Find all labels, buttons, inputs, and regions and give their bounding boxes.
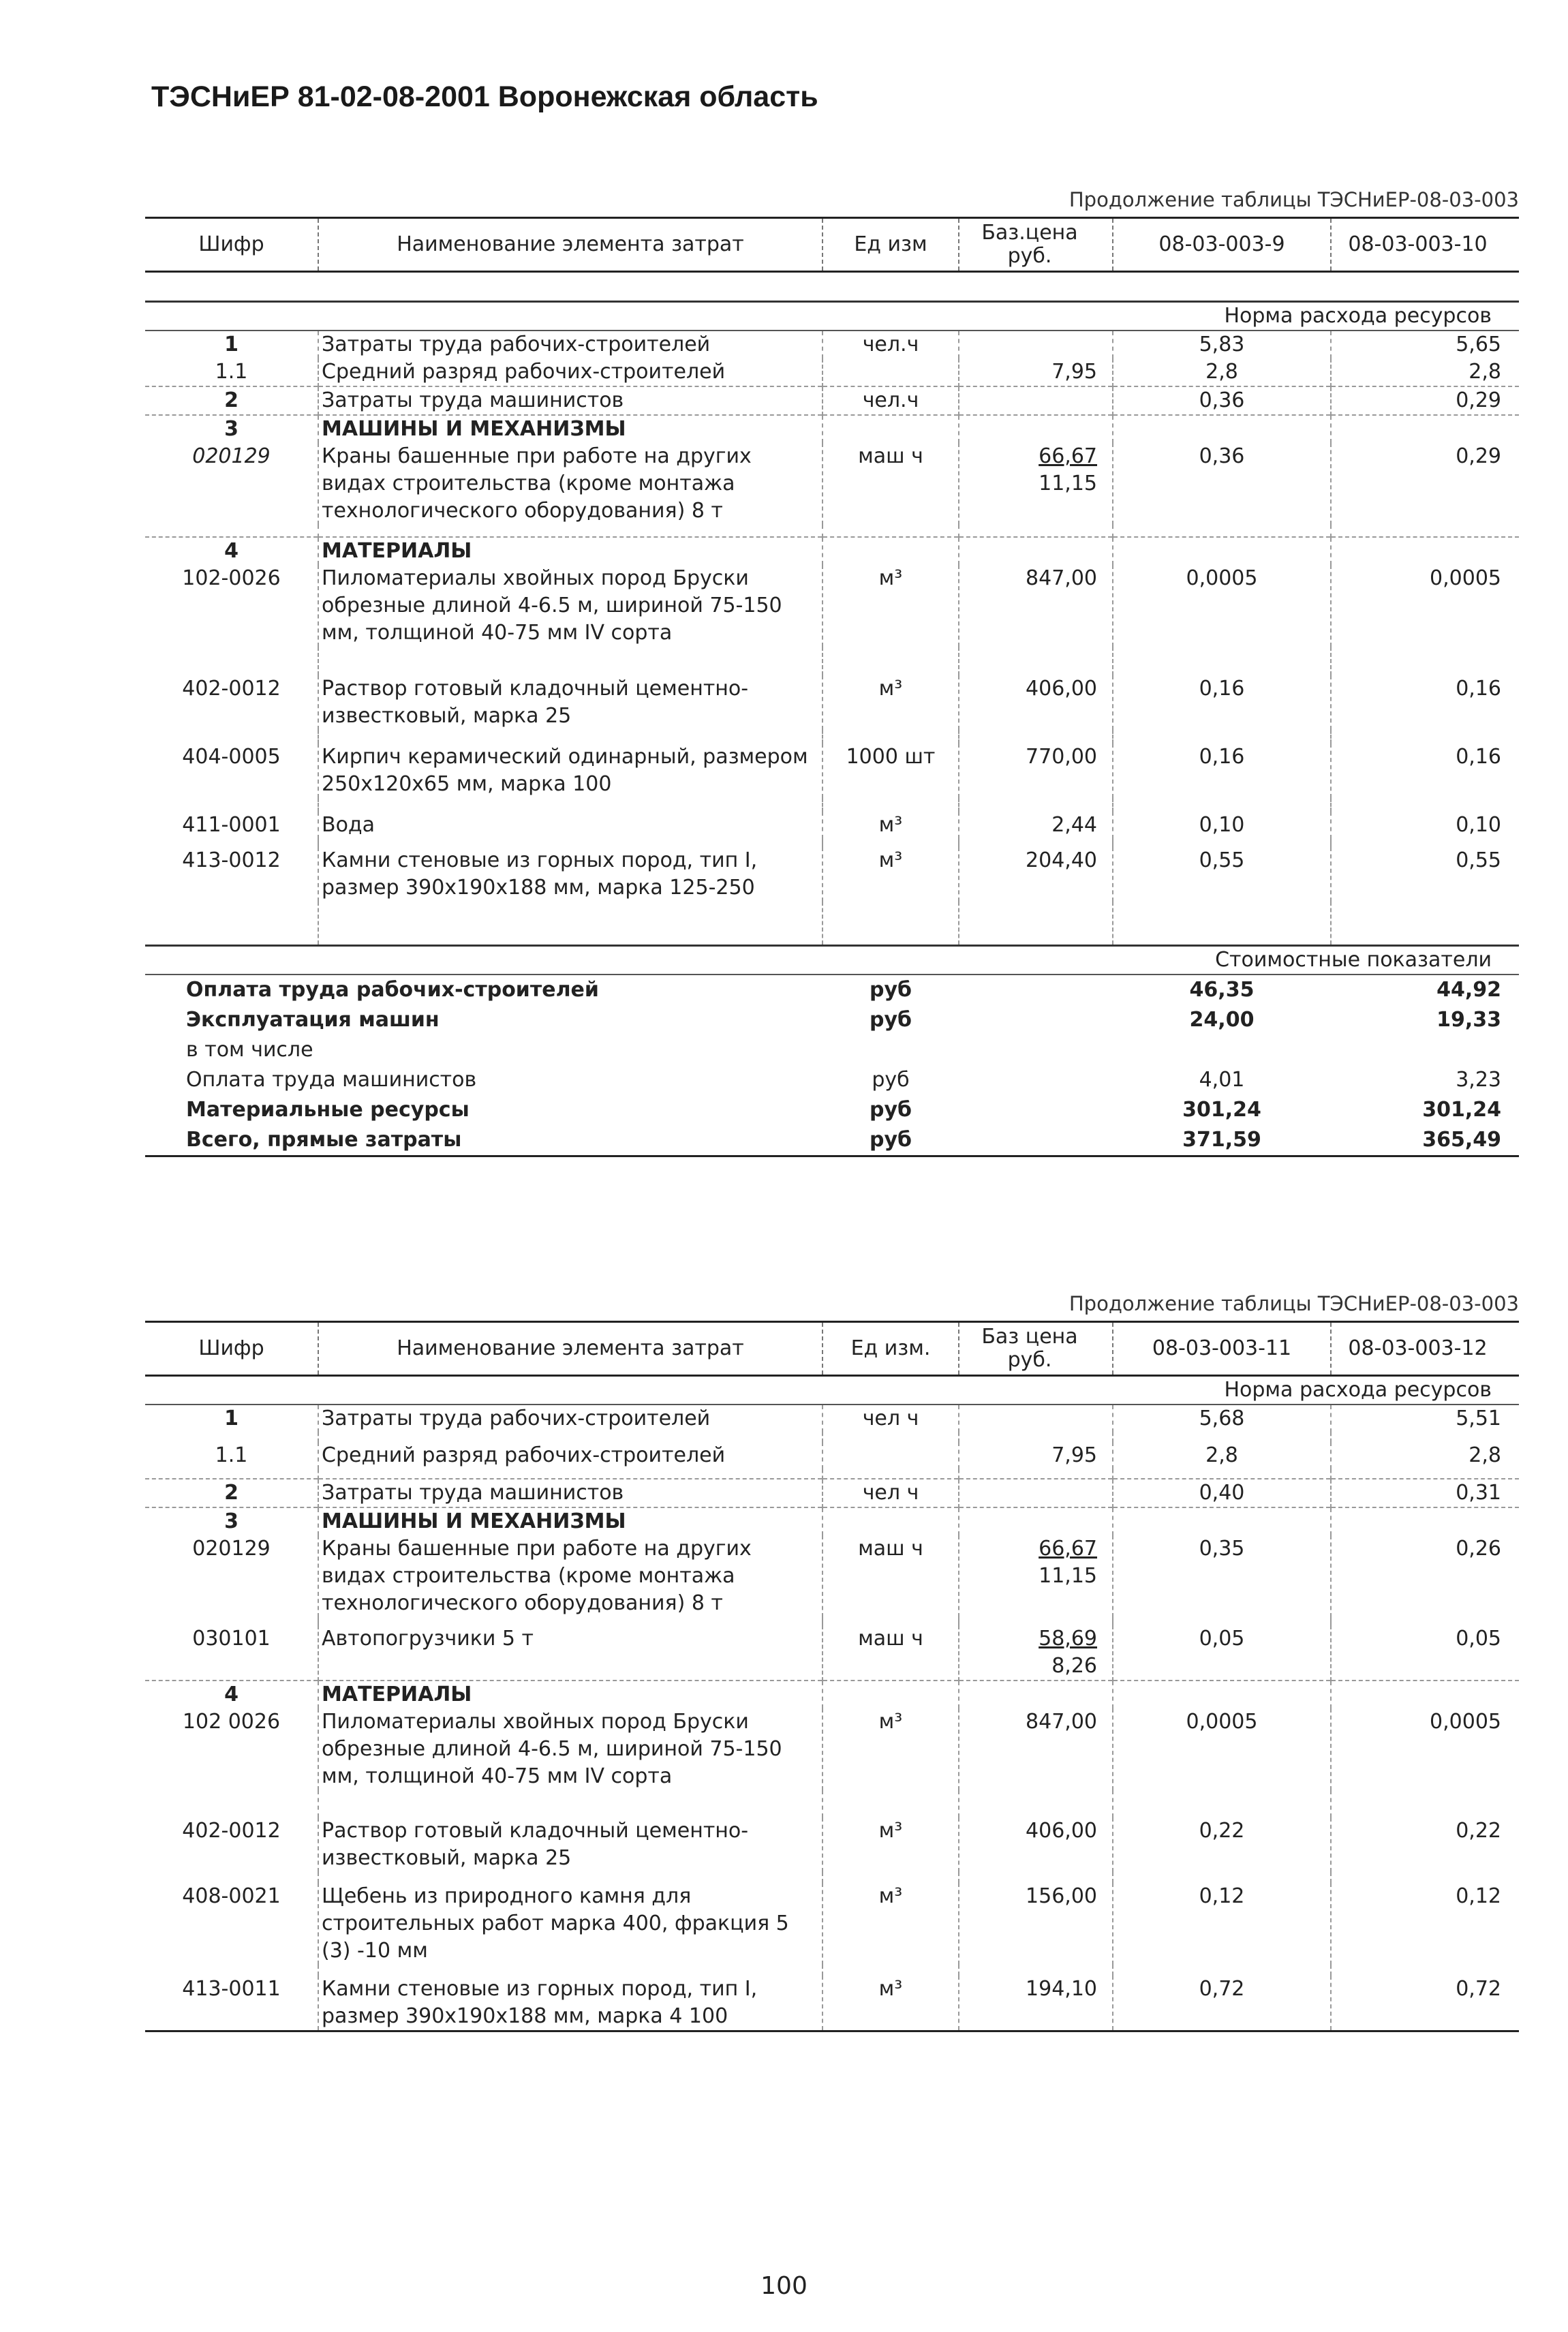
row-value-1: 0,05 [1113,1625,1331,1681]
row-value-2: 0,0005 [1331,565,1519,647]
row-code: 2 [145,386,318,415]
row-code: 3 [145,1507,318,1535]
row-value-1: 5,83 [1113,331,1331,358]
table-header-row [145,1322,1519,1376]
row-value-1: 0,12 [1113,1883,1331,1965]
row-name: Пиломатериалы хвойных пород Бруски обрезные длиной 4-6.5 м, шириной 75-150 мм, толщиной 40-75 мм IV сорта [318,565,823,647]
total-label: Оплата труда машинистов [186,1067,477,1092]
row-price [959,1479,1113,1507]
row-price: 406,00 [959,675,1113,730]
total-row [145,1035,1519,1065]
page-header: ТЭСНиЕР 81-02-08-2001 Воронежская область [151,80,818,113]
header-code: Шифр [145,218,318,272]
row-price-wage: 8,26 [1051,1654,1097,1678]
total-label: в том числе [186,1037,313,1062]
row-value-2: 2,8 [1331,1442,1519,1469]
table-row [145,358,1519,386]
row-price-wage: 11,15 [1039,472,1097,495]
table-row [145,1883,1519,1965]
row-unit: м³ [823,847,959,902]
row-unit: 1000 шт [823,743,959,798]
row-value-1: 0,16 [1113,675,1331,730]
total-row [145,1005,1519,1035]
row-code: 4 [145,537,318,565]
row-price: 194,10 [959,1976,1113,2031]
total-unit: руб [870,977,912,1002]
row-unit [823,1442,959,1469]
table-row [145,415,1519,443]
total-value-1: 371,59 [1182,1127,1261,1152]
row-value-1: 2,8 [1113,1442,1331,1469]
table-row [145,565,1519,647]
row-unit: чел ч [823,1479,959,1507]
row-name: МАТЕРИАЛЫ [318,537,823,565]
total-value-2: 19,33 [1436,1007,1501,1032]
row-name: Кирпич керамический одинарный, размером 250х120х65 мм, марка 100 [318,743,823,798]
row-value-1: 0,36 [1113,443,1331,525]
table-caption: Продолжение таблицы ТЭСНиЕР-08-03-003 [1069,188,1519,211]
total-row [145,1065,1519,1095]
header-unit: Ед изм. [823,1322,959,1376]
row-value-2: 0,22 [1331,1817,1519,1872]
row-unit: м³ [823,1883,959,1965]
table-header-row [145,218,1519,272]
header-col-1: 08-03-003-9 [1113,218,1331,272]
row-value-2: 5,65 [1331,331,1519,358]
row-value-2: 0,26 [1331,1535,1519,1617]
row-code: 1 [224,333,239,356]
total-label: Всего, прямые затраты [186,1127,462,1152]
row-code: 1 [224,1407,239,1430]
row-value-2: 0,72 [1331,1976,1519,2031]
row-name: МАШИНЫ И МЕХАНИЗМЫ [318,415,823,443]
total-unit: руб [870,1127,912,1152]
row-unit: м³ [823,1817,959,1872]
row-unit: м³ [823,812,959,839]
section-row [145,1376,1519,1405]
row-price: 66,67 [1039,1537,1097,1561]
header-price: Баз цена руб. [959,1322,1113,1376]
row-value-2: 0,55 [1331,847,1519,902]
total-value-1: 46,35 [1189,977,1255,1002]
total-value-1: 24,00 [1189,1007,1255,1032]
norm-label: Норма расхода ресурсов [145,302,1519,331]
table-row [145,1976,1519,2031]
norms-table [145,217,1519,1157]
row-code: 411-0001 [182,813,281,837]
row-unit [823,358,959,386]
row-code: 020129 [192,1537,271,1561]
row-name: МАТЕРИАЛЫ [318,1681,823,1708]
row-value-2: 0,10 [1331,812,1519,839]
header-col-2: 08-03-003-10 [1331,218,1519,272]
row-code: 408-0021 [182,1884,281,1908]
table-row [145,386,1519,415]
row-price: 847,00 [959,1708,1113,1790]
row-code: 1.1 [215,1443,248,1467]
total-label: Эксплуатация машин [186,1007,440,1032]
row-name: Затраты труда машинистов [318,386,823,415]
row-value-2: 0,31 [1331,1479,1519,1507]
row-name: Вода [318,812,823,839]
table-row [145,812,1519,839]
row-name: Щебень из природного камня для строительных работ марка 400, фракция 5 (3) -10 мм [318,1883,823,1965]
total-row [145,1125,1519,1156]
row-code: 404-0005 [182,745,281,769]
row-code: 402-0012 [182,1819,281,1843]
header-col-1: 08-03-003-11 [1113,1322,1331,1376]
cost-label: Стоимостные показатели [145,945,1519,975]
row-name: Раствор готовый кладочный цементно-известковый, марка 25 [318,1817,823,1872]
row-unit: маш ч [823,1625,959,1681]
table-row [145,1507,1519,1535]
table-row [145,1405,1519,1432]
row-value-2: 0,16 [1331,675,1519,730]
row-code: 102 0026 [182,1710,281,1734]
row-unit: м³ [823,1708,959,1790]
row-unit: чел.ч [823,386,959,415]
row-price: 66,67 [1039,444,1097,468]
row-value-1: 0,16 [1113,743,1331,798]
table-row [145,1708,1519,1790]
section-row [145,302,1519,331]
row-value-2: 2,8 [1331,358,1519,386]
row-name: Камни стеновые из горных пород, тип I, размер 390х190х188 мм, марка 125-250 [318,847,823,902]
row-price [959,331,1113,358]
row-code: 030101 [192,1627,271,1651]
total-label: Оплата труда рабочих-строителей [186,977,599,1002]
row-name: Автопогрузчики 5 т [318,1625,823,1681]
row-price-wage: 11,15 [1039,1564,1097,1588]
row-price [959,1405,1113,1432]
table-row [145,331,1519,358]
total-value-1: 4,01 [1199,1067,1245,1092]
row-value-2: 0,29 [1331,386,1519,415]
row-value-1: 0,55 [1113,847,1331,902]
norms-table [145,1321,1519,2032]
row-code: 1.1 [215,360,248,384]
table-row [145,1442,1519,1469]
row-value-1: 0,22 [1113,1817,1331,1872]
header-unit: Ед изм [823,218,959,272]
row-value-1: 0,40 [1113,1479,1331,1507]
header-name: Наименование элемента затрат [318,1322,823,1376]
row-name: Затраты труда рабочих-строителей [318,1405,823,1432]
row-unit: м³ [823,675,959,730]
total-unit: руб [870,1007,912,1032]
row-code: 3 [145,415,318,443]
page-number: 100 [760,2272,808,2300]
row-value-1: 0,0005 [1113,565,1331,647]
header-price: Баз.цена руб. [959,218,1113,272]
table-row [145,743,1519,798]
row-value-2: 0,12 [1331,1883,1519,1965]
row-unit: чел ч [823,1405,959,1432]
row-name: Камни стеновые из горных пород, тип I, размер 390х190х188 мм, марка 4 100 [318,1976,823,2031]
row-price: 58,69 [1039,1627,1097,1651]
row-price: 204,40 [959,847,1113,902]
total-value-2: 301,24 [1422,1097,1501,1122]
total-row [145,1095,1519,1125]
table-row [145,1535,1519,1617]
row-name: Краны башенные при работе на других видах строительства (кроме монтажа технологического оборудования) 8 т [318,443,823,525]
row-unit: чел.ч [823,331,959,358]
row-code: 413-0012 [182,848,281,872]
header-code: Шифр [145,1322,318,1376]
row-price: 2,44 [959,812,1113,839]
row-code: 2 [145,1479,318,1507]
row-value-2: 0,16 [1331,743,1519,798]
row-name: Затраты труда рабочих-строителей [318,331,823,358]
row-price: 770,00 [959,743,1113,798]
table-row [145,847,1519,902]
row-value-1: 5,68 [1113,1405,1331,1432]
row-code: 413-0011 [182,1977,281,2001]
row-name: Краны башенные при работе на других видах строительства (кроме монтажа технологического оборудования) 8 т [318,1535,823,1617]
row-code: 402-0012 [182,677,281,701]
row-name: Средний разряд рабочих-строителей [318,1442,823,1469]
row-unit: м³ [823,1976,959,2031]
row-name: Затраты труда машинистов [318,1479,823,1507]
row-value-1: 0,0005 [1113,1708,1331,1790]
row-unit: маш ч [823,443,959,525]
row-name: Пиломатериалы хвойных пород Бруски обрезные длиной 4-6.5 м, шириной 75-150 мм, толщиной 40-75 мм IV сорта [318,1708,823,1790]
total-value-2: 44,92 [1436,977,1501,1002]
row-name: МАШИНЫ И МЕХАНИЗМЫ [318,1507,823,1535]
row-price: 847,00 [959,565,1113,647]
total-unit: руб [870,1097,912,1122]
row-value-2: 0,29 [1331,443,1519,525]
total-row [145,975,1519,1005]
table-row [145,675,1519,730]
row-code: 102-0026 [182,566,281,590]
total-value-2: 365,49 [1422,1127,1501,1152]
row-value-1: 0,10 [1113,812,1331,839]
row-value-1: 0,35 [1113,1535,1331,1617]
total-value-1: 301,24 [1182,1097,1261,1122]
row-name: Средний разряд рабочих-строителей [318,358,823,386]
section-row [145,945,1519,975]
row-value-2: 0,05 [1331,1625,1519,1681]
table-row [145,1817,1519,1872]
row-price: 156,00 [959,1883,1113,1965]
row-price: 7,95 [959,358,1113,386]
row-unit: м³ [823,565,959,647]
header-name: Наименование элемента затрат [318,218,823,272]
total-label: Материальные ресурсы [186,1097,470,1122]
row-price: 406,00 [959,1817,1113,1872]
header-col-2: 08-03-003-12 [1331,1322,1519,1376]
table-row [145,1681,1519,1708]
row-value-2: 5,51 [1331,1405,1519,1432]
row-price: 7,95 [959,1442,1113,1469]
row-name: Раствор готовый кладочный цементно-известковый, марка 25 [318,675,823,730]
table-row [145,537,1519,565]
row-code: 020129 [192,444,271,468]
row-unit: маш ч [823,1535,959,1617]
table-row [145,1479,1519,1507]
table-row [145,1625,1519,1681]
row-value-1: 2,8 [1113,358,1331,386]
row-code: 4 [145,1681,318,1708]
row-value-2: 0,0005 [1331,1708,1519,1790]
row-value-1: 0,72 [1113,1976,1331,2031]
table-row [145,443,1519,525]
norm-label: Норма расхода ресурсов [145,1376,1519,1405]
total-unit: руб [872,1067,910,1092]
row-price [959,386,1113,415]
table-caption: Продолжение таблицы ТЭСНиЕР-08-03-003 [1069,1292,1519,1315]
row-value-1: 0,36 [1113,386,1331,415]
total-value-2: 3,23 [1456,1067,1501,1092]
